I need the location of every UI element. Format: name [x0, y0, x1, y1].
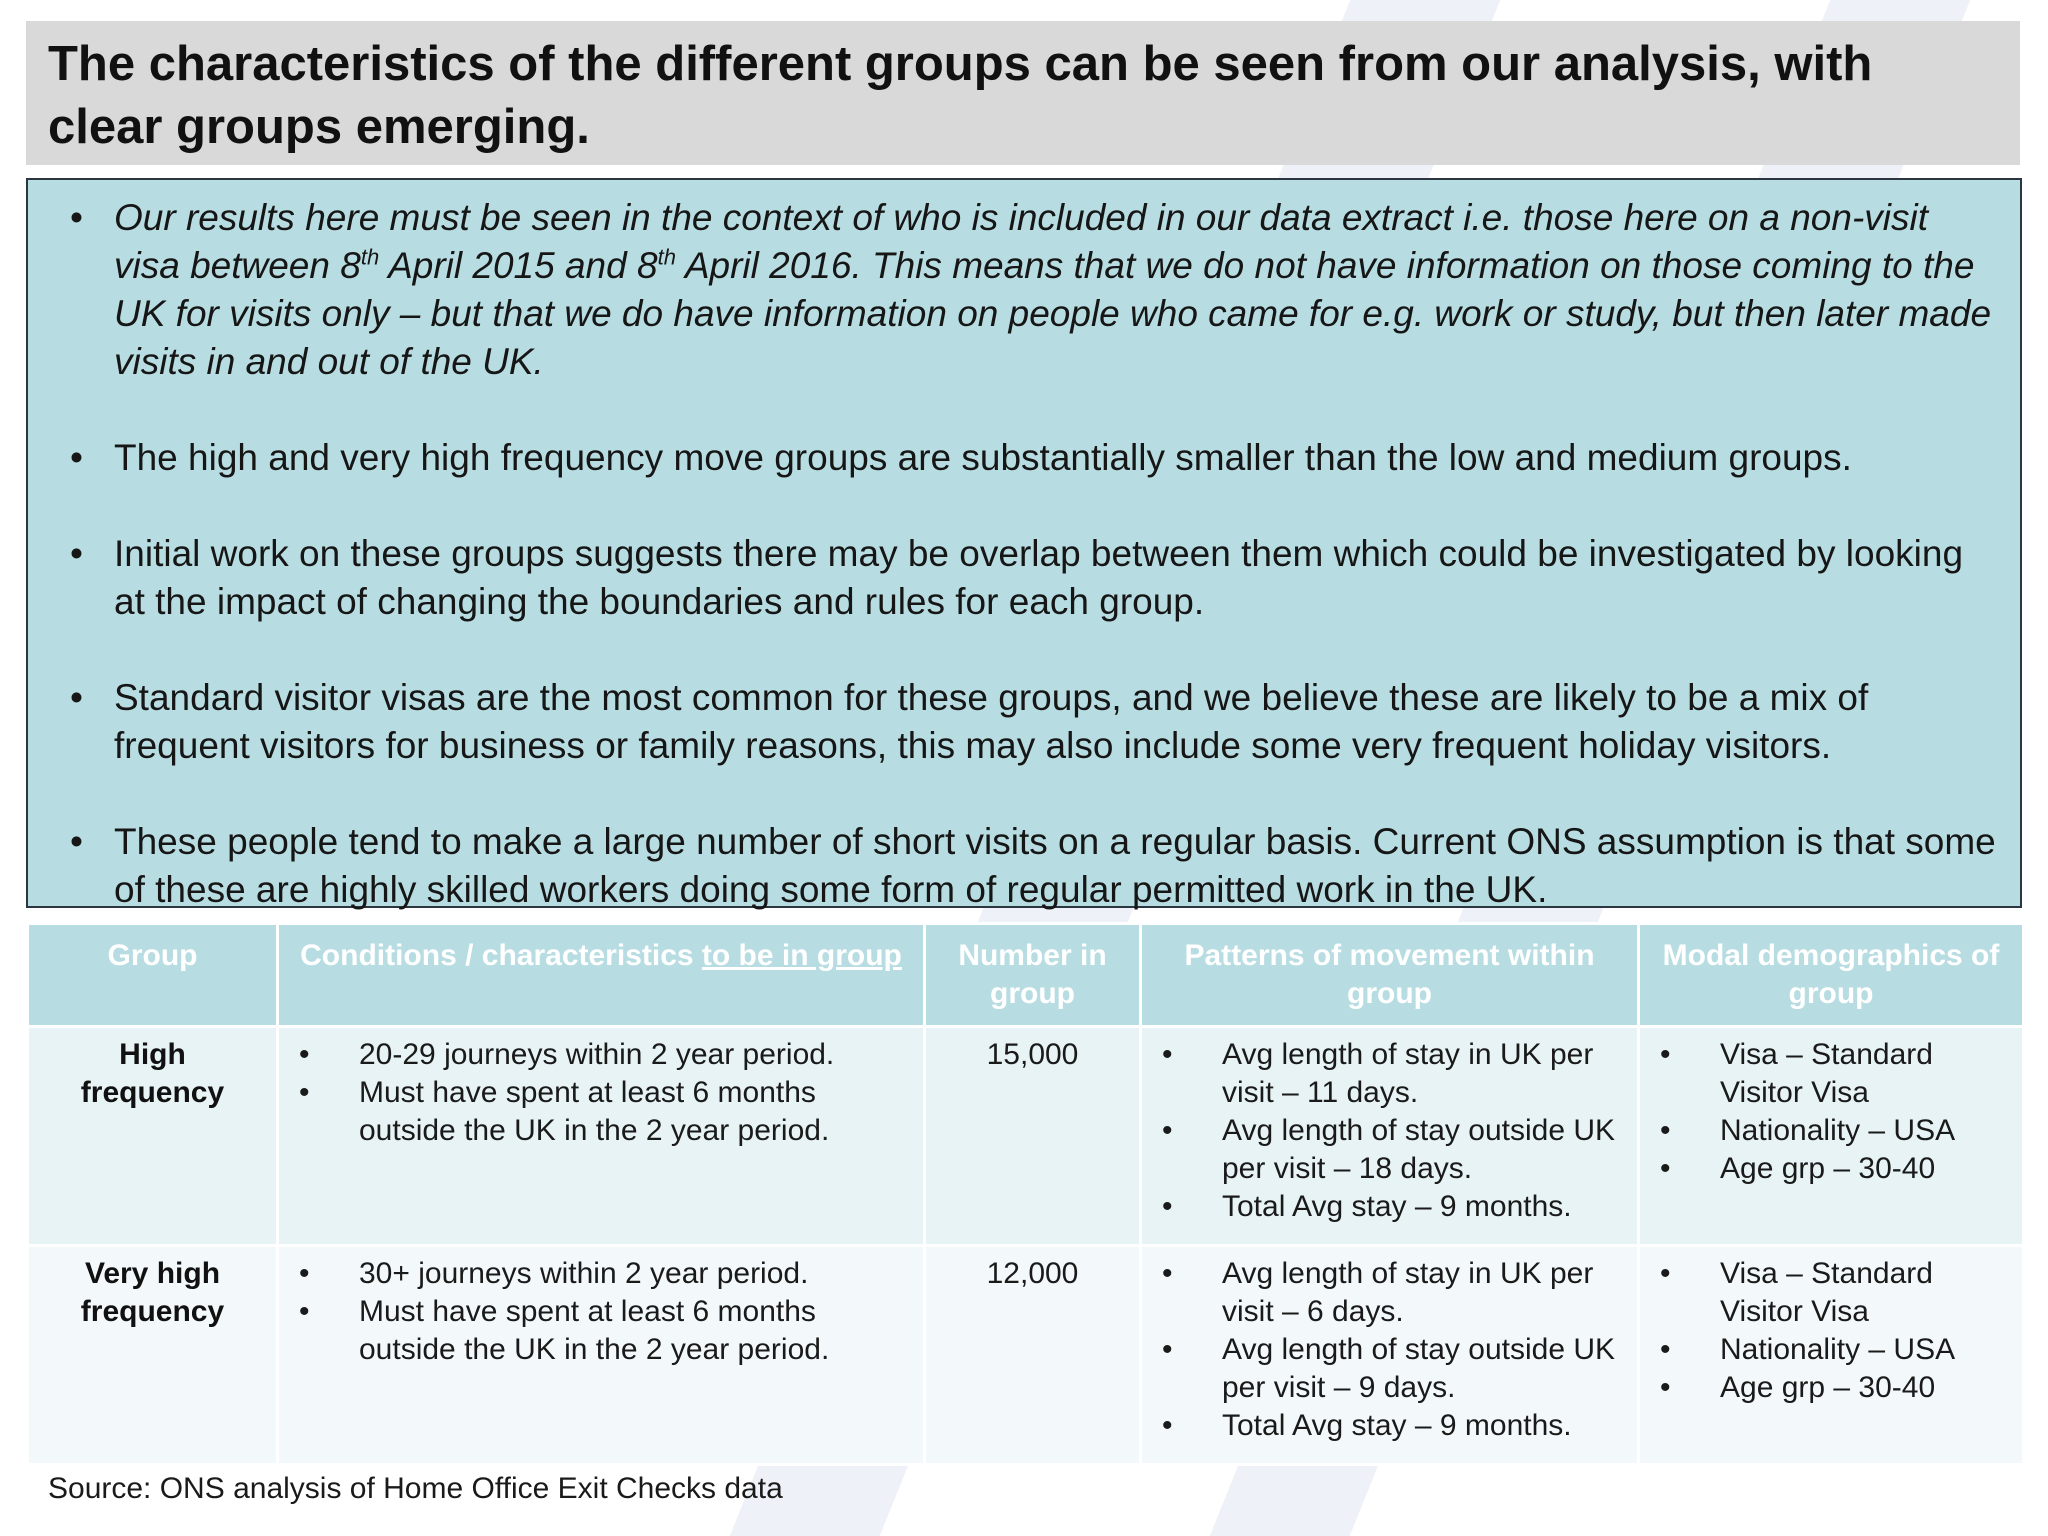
- context-bullet-box: [26, 178, 2022, 908]
- list-item: • Avg length of stay in UK per visit – 6 days.: [1162, 1257, 1594, 1328]
- groups-table: [26, 922, 2025, 1466]
- bullet-text: Initial work on these groups suggests there may be overlap between them which could be investigated by looking at the impact of changing the boundaries and rules for each group.: [114, 533, 1964, 622]
- header-patterns: Patterns of movement within group: [1141, 924, 1639, 1027]
- bullet-item: [50, 530, 1998, 626]
- cell-group: High frequency: [28, 1027, 278, 1246]
- list-item: • Nationality – USA: [1660, 1333, 1956, 1366]
- bullet-text: The high and very high frequency move groups are substantially smaller than the low and medium groups.: [114, 437, 1852, 478]
- list-item: • Must have spent at least 6 months outside the UK in the 2 year period.: [299, 1076, 830, 1147]
- bullet-text: These people tend to make a large number of short visits on a regular basis. Current ONS assumption is that some of these are highly skilled workers doing some form of regular permitted work in the UK.: [114, 821, 1996, 910]
- list-item: • Avg length of stay outside UK per visit – 18 days.: [1162, 1114, 1616, 1185]
- list-item: • Age grp – 30-40: [1660, 1152, 1936, 1185]
- table-row: [28, 1027, 2024, 1246]
- cell-patterns: [1141, 1246, 1639, 1465]
- header-group: Group: [28, 924, 278, 1027]
- bullet-dot: •: [70, 821, 83, 862]
- cell-conditions: [278, 1027, 925, 1246]
- cell-modal: [1639, 1027, 2024, 1246]
- bullet-list: [50, 194, 1998, 914]
- list-item: • Total Avg stay – 9 months.: [1162, 1409, 1572, 1442]
- bullet-dot: •: [70, 677, 83, 718]
- cell-number: 15,000: [925, 1027, 1141, 1246]
- cell-number: 12,000: [925, 1246, 1141, 1465]
- bullet-dot: •: [70, 533, 83, 574]
- list-item: • Avg length of stay outside UK per visit – 9 days.: [1162, 1333, 1616, 1404]
- title-bar: [26, 21, 2020, 165]
- bullet-text: Standard visitor visas are the most common for these groups, and we believe these are likely to be a mix of frequent visitors for business or family reasons, this may also include some very frequent holiday visitors.: [114, 677, 1869, 766]
- bullet-item: [50, 194, 1998, 386]
- list-item: • Avg length of stay in UK per visit – 11 days.: [1162, 1038, 1594, 1109]
- list-item: • Nationality – USA: [1660, 1114, 1956, 1147]
- bullet-item: [50, 674, 1998, 770]
- list-item: • Total Avg stay – 9 months.: [1162, 1190, 1572, 1223]
- cell-group: Very high frequency: [28, 1246, 278, 1465]
- bullet-item: [50, 818, 1998, 914]
- table-row: [28, 1246, 2024, 1465]
- list-item: • Must have spent at least 6 months outside the UK in the 2 year period.: [299, 1295, 830, 1366]
- list-item: • 30+ journeys within 2 year period.: [299, 1257, 809, 1290]
- list-item: • 20-29 journeys within 2 year period.: [299, 1038, 835, 1071]
- slide-title: The characteristics of the different groups can be seen from our analysis, with clear groups emerging.: [48, 37, 1873, 154]
- bullet-dot: •: [70, 437, 83, 478]
- list-item: • Age grp – 30-40: [1660, 1371, 1936, 1404]
- groups-table-wrapper: [26, 922, 2022, 1466]
- cell-conditions: [278, 1246, 925, 1465]
- table-header-row: [28, 924, 2024, 1027]
- list-item: • Visa – Standard Visitor Visa: [1660, 1257, 1933, 1328]
- header-conditions: Conditions / characteristics to be in group: [278, 924, 925, 1027]
- bullet-dot: •: [70, 197, 83, 238]
- list-item: • Visa – Standard Visitor Visa: [1660, 1038, 1933, 1109]
- cell-modal: [1639, 1246, 2024, 1465]
- cell-patterns: [1141, 1027, 1639, 1246]
- source-note: Source: ONS analysis of Home Office Exit Checks data: [48, 1472, 783, 1505]
- bullet-item: [50, 434, 1998, 482]
- bullet-text: Our results here must be seen in the context of who is included in our data extract i.e. those here on a non-visit visa between 8th April 2015 and 8th April 2016. This means that we do not have information on those coming to the UK for visits only – but that we do have information on people who came for e.g. work or study, but then later made visits in and out of the UK.: [114, 197, 1992, 382]
- header-modal: Modal demographics of group: [1639, 924, 2024, 1027]
- header-number: Number in group: [925, 924, 1141, 1027]
